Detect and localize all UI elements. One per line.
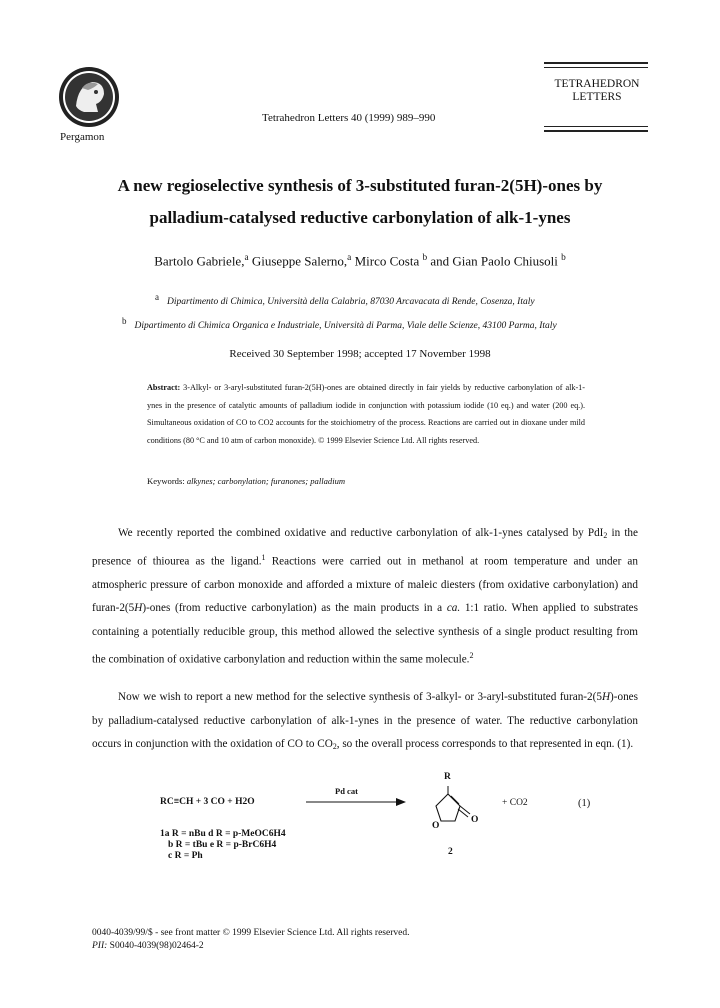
- text-run: , so the overall process corresponds to that represented in eqn. (1).: [336, 738, 634, 750]
- scheme-byproduct: + CO2: [502, 798, 528, 808]
- subscript: 2: [603, 531, 608, 540]
- journal-name-line1: TETRAHEDRON: [554, 78, 640, 90]
- body-paragraph: [92, 522, 638, 672]
- journal-rule: [544, 62, 648, 64]
- reference-mark: 2: [469, 651, 474, 661]
- italic-run: H: [134, 602, 143, 615]
- italic-run: ca.: [446, 602, 461, 615]
- substituent-row: b R = tBu e R = p-BrC6H4: [168, 840, 277, 850]
- affiliation-text: Dipartimento di Chimica Organica e Industriale, Università di Parma, Viale delle Scienze, 43100 Parma, Italy: [134, 321, 557, 331]
- author-list: [60, 253, 660, 269]
- author-affiliation-mark: a: [244, 253, 249, 263]
- copyright-line: 0040-4039/99/$ - see front matter © 1999 Elsevier Science Ltd. All rights reserved.: [92, 928, 410, 938]
- journal-name: [538, 78, 656, 104]
- text-run: in the presence of thiourea as the ligand.: [92, 527, 638, 568]
- scheme-catalyst: Pd cat: [335, 786, 358, 796]
- author-affiliation-mark: b: [561, 253, 566, 263]
- abstract-text: 3-Alkyl- or 3-aryl-substituted furan-2(5H)-ones are obtained directly in fair yields by reductive carbonylation of alk-1-ynes in the presence of catalytic amounts of palladium iodide in conjunction with potassium iodide (10 eq.) and water (200 eq.). Simultaneous oxidation of CO to CO2 accounts for the stoichiometry of the process. Reactions are carried out in dioxane under mild conditions (80 °C and 10 atm of carbon monoxide). © 1999 Elsevier Science Ltd. All rights reserved.: [147, 383, 586, 445]
- scheme-ring-oxygen: O: [432, 821, 440, 831]
- scheme-r-label: R: [444, 772, 451, 782]
- author-affiliation-mark: a: [347, 253, 352, 263]
- article-title: [90, 170, 630, 234]
- pii-label: PII:: [92, 941, 108, 951]
- substituent-row: 1a R = nBu d R = p-MeOC6H4: [160, 829, 286, 839]
- author-name: and Gian Paolo Chiusoli: [430, 253, 558, 269]
- author-name: Giuseppe Salerno,: [251, 253, 348, 269]
- publisher-logo: [58, 66, 120, 128]
- author-name: Mirco Costa: [354, 253, 420, 269]
- author-name: Bartolo Gabriele,: [154, 253, 245, 269]
- scheme-carbonyl-oxygen: O: [471, 815, 479, 825]
- subscript: 2: [332, 742, 337, 751]
- abstract: [147, 379, 585, 449]
- text-run: Reactions were carried out in methanol at room temperature and under an atmospheric pressure of carbon monoxide and afforded a mixture of maleic diesters (from oxidative carbonylation) and furan-2(5: [92, 555, 638, 615]
- pii-value: S0040-4039(98)02464-2: [107, 941, 204, 951]
- journal-name-line2: LETTERS: [572, 91, 622, 103]
- title-line2: palladium-catalysed reductive carbonylation of alk-1-ynes: [149, 208, 571, 227]
- italic-run: H: [601, 691, 611, 703]
- journal-rule: [544, 130, 648, 132]
- affiliation-text: Dipartimento di Chimica, Università della Calabria, 87030 Arcavacata di Rende, Cosenza, Italy: [167, 297, 535, 307]
- pii-line: [92, 940, 409, 953]
- affiliation: [155, 292, 535, 307]
- keywords: [147, 476, 345, 486]
- journal-citation: Tetrahedron Letters 40 (1999) 989–990: [262, 112, 436, 124]
- received-dates: Received 30 September 1998; accepted 17 November 1998: [229, 348, 491, 360]
- compound-number: 2: [448, 847, 453, 857]
- reaction-scheme: [160, 772, 600, 872]
- substituent-row: c R = Ph: [168, 851, 203, 861]
- keywords-list: alkynes; carbonylation; furanones; palladium: [186, 476, 346, 486]
- author-affiliation-mark: b: [422, 253, 428, 263]
- publisher-name: Pergamon: [60, 131, 105, 143]
- text-run: )-ones (from reductive carbonylation) as the main products in a: [142, 602, 447, 615]
- scheme-reactants: RC≡CH + 3 CO + H2O: [160, 797, 255, 807]
- reaction-arrow: [306, 796, 406, 808]
- keywords-label: Keywords:: [147, 476, 185, 486]
- text-run: 1:1 ratio. When applied to substrates containing a potentially reducible group, this method allowed the selective synthesis of a single product resulting from the combination of oxidative carbonylation and reduction within the same molecule.: [92, 602, 639, 666]
- text-run: )-ones by palladium-catalysed reductive carbonylation of alk-1-ynes in the presence of water. The reductive carbonylation occurs in conjunction with the oxidation of CO to CO: [92, 691, 638, 750]
- affiliation-mark: a: [155, 292, 159, 302]
- journal-rule: [544, 126, 648, 127]
- title-line1: A new regioselective synthesis of 3-substituted furan-2(5H)-ones by: [117, 176, 603, 195]
- equation-number: (1): [578, 798, 591, 809]
- abstract-label: Abstract:: [147, 383, 181, 392]
- body-paragraph: [92, 686, 638, 757]
- affiliation: [122, 316, 557, 331]
- text-run: Now we wish to report a new method for the selective synthesis of 3-alkyl- or 3-aryl-substituted furan-2(5: [118, 691, 602, 703]
- affiliation-mark: b: [122, 316, 127, 326]
- text-run: We recently reported the combined oxidative and reductive carbonylation of alk-1-ynes catalysed by PdI: [118, 527, 604, 539]
- journal-rule: [544, 67, 648, 68]
- reference-mark: 1: [261, 552, 266, 562]
- footer: [92, 927, 409, 953]
